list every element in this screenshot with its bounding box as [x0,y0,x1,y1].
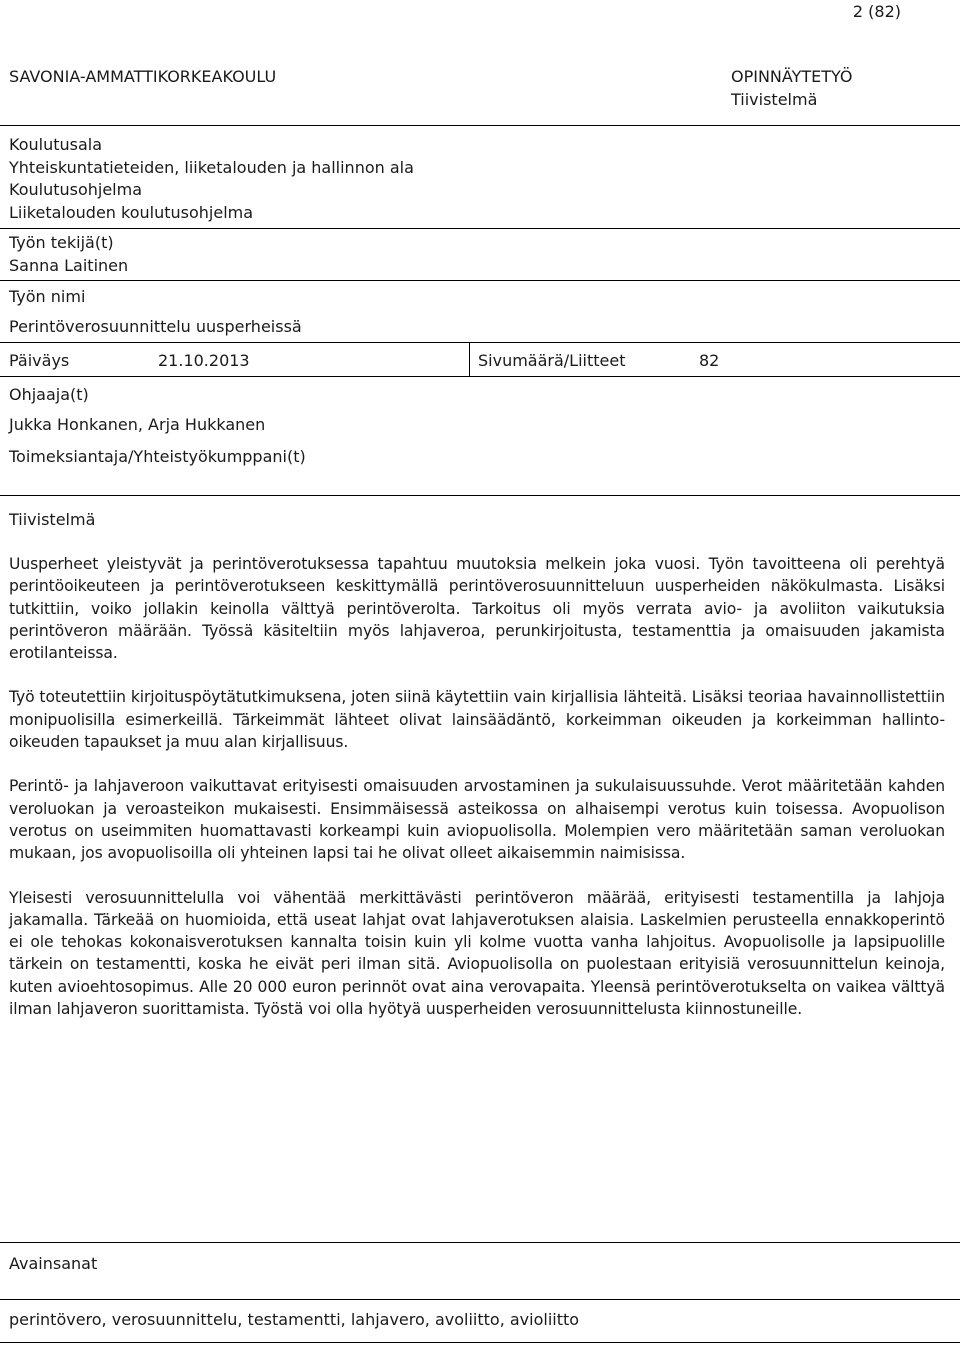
abstract-paragraph-1: Uusperheet yleistyvät ja perintöverotuksessa tapahtuu muutoksia melkein joka vuosi. Työn tavoitteena oli perehtyä perintöoikeuteen ja perintöverotukseen keskittymällä perintöverosuunnitteluun uusperheiden näkökulmasta. Lisäksi tutkittiin, voiko jollakin keinolla välttyä perintöverolta. Tarkoitus oli myös verrata avio- ja avoliiton vaikutuksia perintöveron määrään. Työssä käsiteltiin myös lahjaveroa, perunkirjoitusta, testamenttia ja omaisuuden jakamista erotilanteissa. [9,555,945,663]
abstract-paragraph-3: Perintö- ja lahjaveroon vaikuttavat erityisesti omaisuuden arvostaminen ja sukulaisuussuhde. Verot määritetään kahden veroluokan ja veroasteikon mukaisesti. Ensimmäisessä asteikossa on alhaisempi verotus kuin toisessa. Avopuolison verotus on useimmiten huomattavasti korkeampi kuin aviopuolisolla. Molempien vero määritetään saman veroluokan mukaan, jos avopuolisoilla oli yhteinen lapsi tai he olivat olleet aikaisemmin naimisissa. [9,777,945,863]
nimi-label: Työn nimi [9,287,86,306]
divider-2 [0,280,960,281]
divider-1 [0,228,960,229]
koulutusala-value: Yhteiskuntatieteiden, liiketalouden ja hallinnon ala [9,157,414,177]
divider-5 [0,495,960,496]
paivays-value: 21.10.2013 [158,351,250,370]
form-bottom-border [0,1342,960,1343]
sivumaara-label: Sivumäärä/Liitteet [478,351,626,370]
document-subtype: Tiivistelmä [731,90,818,109]
keywords-label: Avainsanat [9,1254,98,1273]
ohjaaja-label: Ohjaaja(t) [9,385,89,404]
divider-7 [0,1299,960,1300]
divider-6 [0,1242,960,1243]
document-type: OPINNÄYTETYÖ [731,67,853,86]
abstract-body [9,553,945,1042]
abstract-paragraph-2: Työ toteutettiin kirjoituspöytätutkimuksena, joten siinä käytettiin vain kirjallisia lähteitä. Lisäksi teoriaa havainnollistettiin monipuolisilla esimerkeillä. Tärkeimmät lähteet olivat lainsäädäntö, korkeimman oikeuden ja korkeimman hallinto-oikeuden tapaukset ja muu alan kirjallisuus. [9,688,945,752]
koulutusohjelma-value: Liiketalouden koulutusohjelma [9,202,254,222]
page-number: 2 (82) [852,2,901,21]
institution-name: SAVONIA-AMMATTIKORKEAKOULU [9,67,277,86]
divider-3 [0,342,960,343]
tekija-value: Sanna Laitinen [9,255,129,275]
koulutusohjelma-label: Koulutusohjelma [9,180,143,199]
nimi-value: Perintöverosuunnittelu uusperheissä [9,317,302,336]
divider-4 [0,376,960,377]
abstract-paragraph-4: Yleisesti verosuunnittelulla voi vähentää merkittävästi perintöveron määrää, erityisesti testamentilla ja lahjoja jakamalla. Tärkeää on huomioida, että useat lahjat ovat lahjaverotuksen alaisia. Laskelmien perusteella ennakkoperintö ei ole tehokas kokonaisverotuksen kannalta toisin kuin yli kolme vuotta vanha lahjoitus. Avopuolisolle ja lapsipuolille tärkein on testamentti, koska he eivät peri ilman sitä. Aviopuolisolla on puolestaan erityisiä verosuunnittelun keinoja, kuten avioehtosopimus. Alle 20 000 euron perinnöt ovat aina verovapaita. Yleensä perintöverotukselta on vaikea välttyä ilman lahjaveron suorittamista. Työstä voi olla hyötyä uusperheiden verosuunnittelusta kiinnostuneille. [9,888,945,1019]
keywords-value: perintövero, verosuunnittelu, testamentti, lahjavero, avoliitto, avioliitto [9,1310,580,1329]
koulutusala-label: Koulutusala [9,135,103,154]
program-info [9,134,414,224]
paivays-label: Päiväys [9,351,70,370]
ohjaaja-value: Jukka Honkanen, Arja Hukkanen [9,415,266,434]
toimeksiantaja-label: Toimeksiantaja/Yhteistyökumppani(t) [9,447,306,466]
author-info [9,232,128,277]
abstract-heading: Tiivistelmä [9,510,96,529]
sivumaara-value: 82 [699,351,720,370]
form-top-border [0,125,960,126]
tekija-label: Työn tekijä(t) [9,233,114,252]
row-divider-vertical [469,342,470,376]
